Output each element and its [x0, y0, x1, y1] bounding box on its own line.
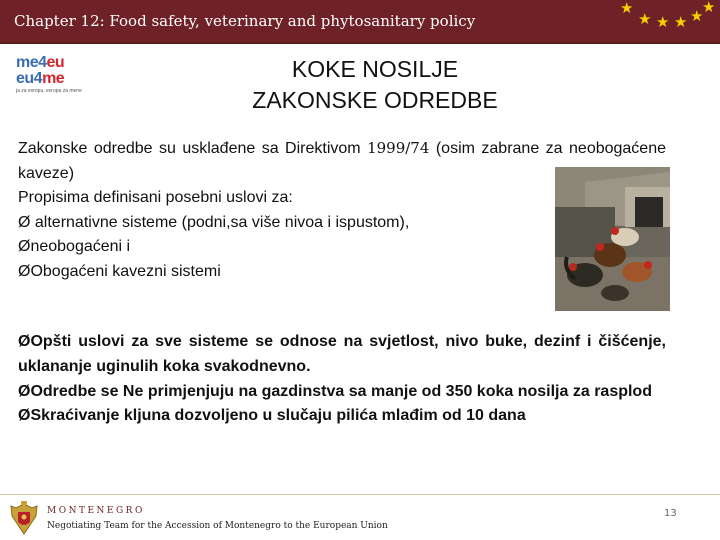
page-number: 13: [664, 508, 677, 519]
paragraph-directive: Zakonske odredbe su usklađene sa Direktivom 1999/74 (osim zabrane za neobogaćene kaveze): [18, 139, 667, 182]
footer-divider: [0, 494, 720, 495]
list-item: ØOdredbe se Ne primjenjuju na gazdinstva sa manje od 350 koka nosilja za rasplod: [18, 382, 652, 400]
footer-country: MONTENEGRO: [47, 506, 145, 516]
list-intro: Propisima definisani posebni uslovi za:: [18, 189, 293, 207]
montenegro-coat-of-arms-icon: [6, 500, 42, 538]
me4eu-logo: me4eu eu4me ja za evropu, evropa za mene: [16, 54, 82, 94]
list-item: ØOpšti uslovi za sve sisteme se odnose na svjetlost, nivo buke, dezinf i čišćenje, uklananje uginulih koka svakodnevno.: [18, 333, 666, 375]
list-item: ØObogaćeni kavezni sistemi: [18, 262, 221, 280]
eu-stars-icon: ★ ★ ★ ★ ★ ★: [620, 0, 716, 31]
chicken-coop-photo: [555, 167, 670, 311]
slide-title: [190, 54, 560, 116]
list-item: ØSkraćivanje kljuna dozvoljeno u slučaju pilića mlađim od 10 dana: [18, 407, 526, 425]
content-block-2: [18, 330, 666, 429]
slide-title-line-1: KOKE NOSILJE: [291, 56, 459, 82]
footer-team: Negotiating Team for the Accession of Montenegro to the European Union: [47, 521, 388, 531]
list-item: Øneobogaćeni i: [18, 238, 131, 256]
chapter-title: Chapter 12: Food safety, veterinary and phytosanitary policy: [14, 12, 476, 30]
header-bar: [0, 0, 720, 44]
list-item: Ø alternativne sisteme (podni,sa više nivoa i ispustom),: [18, 213, 410, 231]
slide-title-line-2: ZAKONSKE ODREDBE: [252, 87, 498, 113]
